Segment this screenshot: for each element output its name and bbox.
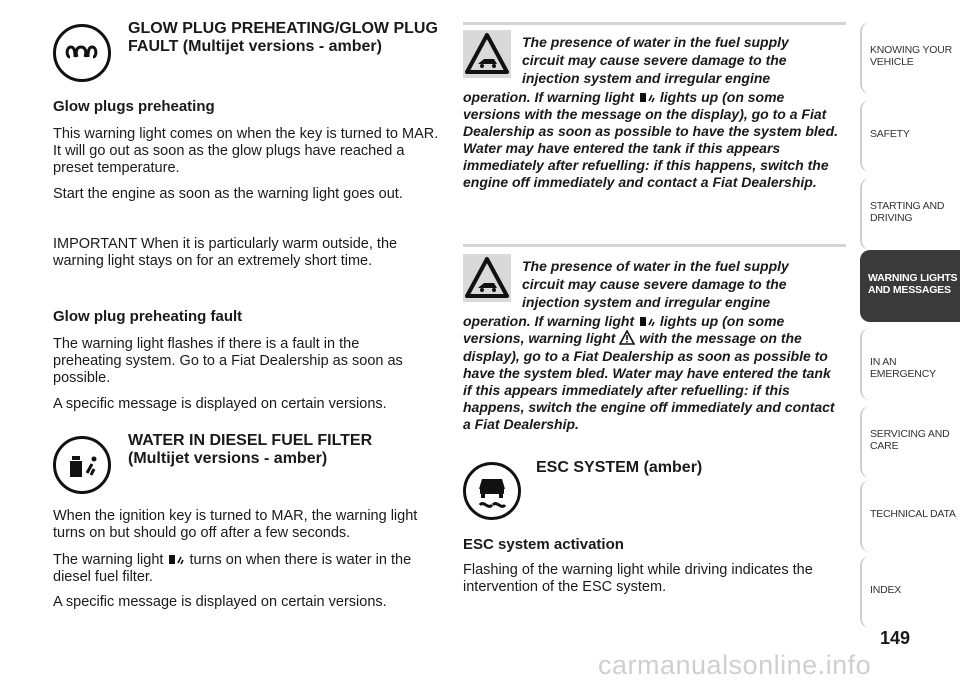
glow-para-1: This warning light comes on when the key is turned to MAR. It will go out as soon as the glow plugs have reached a preset temperature. [53, 126, 439, 176]
tab-chapter-4[interactable] [860, 250, 960, 322]
warn1-line-3: injection system and irregular engine [522, 70, 771, 86]
esc-title: ESC SYSTEM (amber) [536, 459, 703, 476]
water-para-3: A specific message is displayed on certain versions. [53, 594, 387, 610]
tab-label-line-2: CARE [870, 440, 899, 452]
tab-chapter-7[interactable] [860, 480, 960, 552]
esc-skid-icon [463, 462, 521, 520]
tab-label-line-1: SERVICING AND [870, 428, 950, 440]
glow-para-5: A specific message is displayed on certain versions. [53, 396, 387, 412]
glow-para-4: The warning light flashes if there is a fault in the preheating system. Go to a Fiat Dealership as soon as possible. [53, 336, 403, 386]
tab-chapter-5[interactable] [860, 328, 960, 400]
warn2-line-3: injection system and irregular engine [522, 294, 771, 310]
tab-label-line-1: INDEX [870, 584, 902, 596]
tab-label-line-1: IN AN EMERGENCY [870, 356, 936, 380]
esc-para-1: Flashing of the warning light while driving indicates the intervention of the ESC system. [463, 562, 813, 595]
tab-chapter-2[interactable] [860, 100, 960, 172]
water-para-1: When the ignition key is turned to MAR, the warning light turns on but should go off after a few seconds. [53, 508, 418, 541]
fault-heading: Glow plug preheating fault [53, 308, 243, 325]
warn2-rest: display), go to a Fiat Dealership as soon as possible to have the system bled. Water may have entered the tank if this appears immediately after refuelling: if this happens, switch the engine off immediately and contact a Fiat Dealership. [463, 348, 835, 432]
water-filter-title: WATER IN DIESEL FUEL FILTER (Multijet versions - amber) [128, 432, 373, 467]
warn1-rest: versions with the message on the display), go to a Fiat Dealership as soon as possible to have the system bled. Water may have entered the tank if this appears immediately after refuelling: if this happens, switch the engine off immediately and contact a Fiat Dealership. [463, 106, 839, 190]
warn2-line-4 [463, 312, 848, 330]
tab-label-line-1: SAFETY [870, 128, 910, 140]
preheat-heading: Glow plugs preheating [53, 98, 215, 115]
tab-label-line-1: KNOWING YOUR [870, 44, 952, 56]
divider-top [463, 22, 846, 25]
warn2-line-1: The presence of water in the fuel supply [522, 258, 789, 274]
glow-para-3: IMPORTANT When it is particularly warm outside, the warning light stays on for an extremely short time. [53, 236, 398, 269]
warn1-line-4-b: lights up (on some [659, 89, 785, 105]
page-number: 149 [880, 628, 911, 648]
glow-para-2: Start the engine as soon as the warning light goes out. [53, 186, 403, 202]
warning-triangle-icon [463, 254, 511, 302]
glow-plug-title: GLOW PLUG PREHEATING/GLOW PLUG FAULT (Multijet versions - amber) [128, 20, 438, 55]
tab-label-line-1: WARNING LIGHTS [868, 272, 958, 284]
warn2-line-5-b: with the message on the [639, 330, 802, 346]
tab-label-line-2: AND MESSAGES [868, 284, 951, 296]
warning-triangle-inline-icon [619, 330, 635, 345]
warning-triangle-icon [463, 30, 511, 78]
tab-chapter-3[interactable] [860, 178, 960, 250]
warn1-line-1: The presence of water in the fuel supply [522, 34, 789, 50]
warn1-line-2: circuit may cause severe damage to the [522, 52, 787, 68]
water-para-2 [53, 550, 443, 586]
tab-chapter-1[interactable] [860, 22, 960, 94]
warn2-line-2: circuit may cause severe damage to the [522, 276, 787, 292]
tab-label-line-1: TECHNICAL DATA [870, 508, 956, 520]
warn2-line-5-a: versions, warning light [463, 330, 616, 346]
warn2-line-4-a: operation. If warning light [463, 313, 635, 329]
divider-mid [463, 244, 846, 247]
glow-plug-icon [53, 24, 111, 82]
tab-chapter-8[interactable] [860, 556, 960, 628]
fuel-water-icon [53, 436, 111, 494]
tab-label-line-2: VEHICLE [870, 56, 914, 68]
fuel-water-inline-icon [638, 312, 656, 328]
warn1-line-4 [463, 88, 848, 106]
tab-label-line-2: DRIVING [870, 212, 913, 224]
tab-label-line-1: STARTING AND [870, 200, 945, 212]
water-para-2-a: The warning light [53, 552, 164, 568]
warn2-line-4-b: lights up (on some [659, 313, 785, 329]
fuel-water-inline-icon [638, 88, 656, 104]
warn2-line-5 [463, 330, 848, 347]
watermark: carmanualsonline.info [598, 650, 872, 680]
warn1-line-4-a: operation. If warning light [463, 89, 635, 105]
water-para-2-b: turns on when there is water in the diesel fuel filter. [53, 552, 412, 585]
tab-chapter-6[interactable] [860, 406, 960, 478]
fuel-water-inline-icon [167, 550, 185, 566]
esc-heading: ESC system activation [463, 536, 624, 553]
